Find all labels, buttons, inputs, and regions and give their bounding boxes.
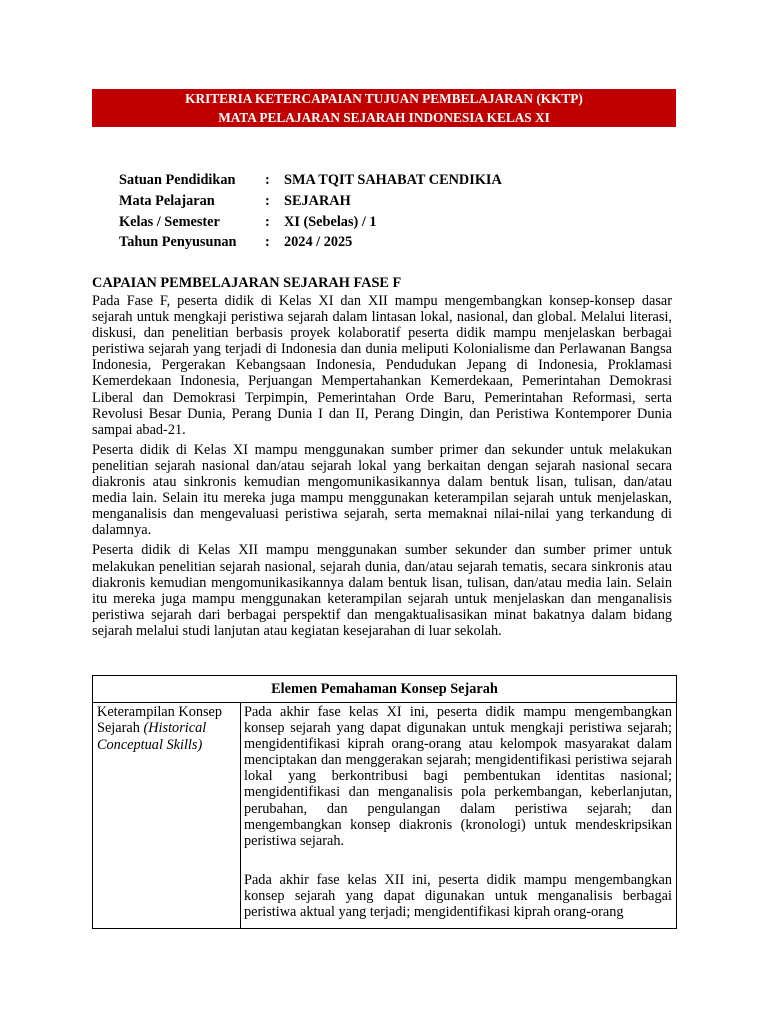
description-kelas-xii: Pada akhir fase kelas XII ini, peserta didik mampu mengembangkan konsep sejarah yang dapat digunakan untuk menganalisis berbagai peristiwa aktual yang terjadi; mengidentifikasi kiprah orang-orang — [244, 871, 672, 921]
identity-label: Mata Pelajaran — [119, 192, 215, 209]
title-line-2: MATA PELAJARAN SEJARAH INDONESIA KELAS XI — [218, 109, 550, 125]
section-heading: CAPAIAN PEMBELAJARAN SEJARAH FASE F — [92, 275, 402, 291]
paragraph-fase-f: Pada Fase F, peserta didik di Kelas XI dan XII mampu mengembangkan konsep-konsep dasar sejarah untuk mengkaji peristiwa sejarah dalam lintasan lokal, nasional, dan global. Melalui literasi, diskusi, dan penelitian berbasis proyek kolaboratif peserta didik mampu menjelaskan berbagai peristiwa sejarah yang terjadi di Indonesia dan dunia meliputi Kolonialisme dan Perlawanan Bangsa Indonesia, Pergerakan Kebangsaan Indonesia, Pendudukan Jepang di Indonesia, Proklamasi Kemerdekaan Indonesia, Perjuangan Mempertahankan Kemerdekaan, Pemerintahan Demokrasi Liberal dan Demokrasi Terpimpin, Pemerintahan Orde Baru, Pemerintahan Reformasi, serta Revolusi Besar Dunia, Perang Dunia I dan II, Perang Dingin, dan Peristiwa Kontemporer Dunia sampai abad-21. — [92, 293, 672, 438]
element-name-english: (Historical Conceptual Skills) — [97, 720, 207, 753]
identity-block — [119, 170, 502, 253]
identity-colon: : — [265, 192, 270, 209]
table-header: Elemen Pemahaman Konsep Sejarah — [93, 676, 677, 703]
description-kelas-xi: Pada akhir fase kelas XI ini, peserta didik mampu mengembangkan konsep sejarah yang dapat digunakan untuk mengkaji peristiwa sejarah; mengidentifikasi kiprah orang-orang atau kelompok masyarakat dalam menciptakan dan menggerakan sejarah; mengidentifikasi peristiwa sejarah lokal yang berkontribusi bagi pembentukan identitas nasional; mengidentifikasi dan menganalisis pola perkembangan, keberlanjutan, perubahan, dan pengulangan dalam peristiwa sejarah; dan mengembangkan konsep diakronis (kronologi) untuk mendeskripsikan peristiwa sejarah. — [244, 704, 672, 849]
identity-colon: : — [265, 234, 270, 251]
identity-value: 2024 / 2025 — [284, 234, 353, 251]
paragraph-kelas-xi: Peserta didik di Kelas XI mampu menggunakan sumber primer dan sekunder untuk melakukan penelitian sejarah nasional dan/atau sejarah lokal yang berkaitan dengan sejarah nasional secara diakronis atau sinkronis kemudian mengomunikasikannya dalam bentuk lisan, tulisan, dan/atau media lain. Selain itu mereka juga mampu menggunakan keterampilan sejarah untuk menjelaskan, menganalisis dan mengevaluasi peristiwa sejarah, serta memaknai nilai-nilai yang terkandung di dalamnya. — [92, 441, 672, 539]
table-row — [93, 703, 677, 929]
section-body — [92, 293, 672, 643]
identity-row-school — [119, 170, 502, 191]
element-table — [92, 675, 677, 929]
title-line-1: KRITERIA KETERCAPAIAN TUJUAN PEMBELAJARAN (KKTP) — [185, 91, 583, 106]
identity-colon: : — [265, 213, 270, 230]
element-name-cell — [93, 703, 241, 929]
identity-label: Satuan Pendidikan — [119, 172, 236, 188]
identity-value: SEJARAH — [284, 192, 351, 209]
identity-row-class — [119, 212, 502, 233]
element-description-cell — [241, 703, 677, 929]
identity-value: SMA TQIT SAHABAT CENDIKIA — [284, 172, 502, 188]
identity-label: Tahun Penyusunan — [119, 234, 237, 251]
identity-value: XI (Sebelas) / 1 — [284, 213, 377, 230]
identity-row-subject — [119, 191, 502, 212]
document-title-banner — [92, 89, 676, 127]
paragraph-kelas-xii: Peserta didik di Kelas XII mampu menggunakan sumber sekunder dan sumber primer untuk melakukan penelitian sejarah nasional, sejarah dunia, dan/atau sejarah tematis, secara sinkronis atau diakronis kemudian mengomunikasikannya dalam bentuk lisan, tulisan, dan/atau media lain. Selain itu mereka juga mampu menggunakan keterampilan sejarah untuk menjelaskan dan menganalisis peristiwa sejarah dari berbagai perspektif dan mengaktualisasikan minat bakatnya dalam bidang sejarah melalui studi lanjutan atau kegiatan kesejarahan di luar sekolah. — [92, 542, 672, 639]
identity-label: Kelas / Semester — [119, 213, 220, 230]
element-name: Keterampilan Konsep Sejarah — [97, 704, 223, 737]
identity-row-year — [119, 232, 502, 253]
identity-colon: : — [265, 172, 270, 188]
